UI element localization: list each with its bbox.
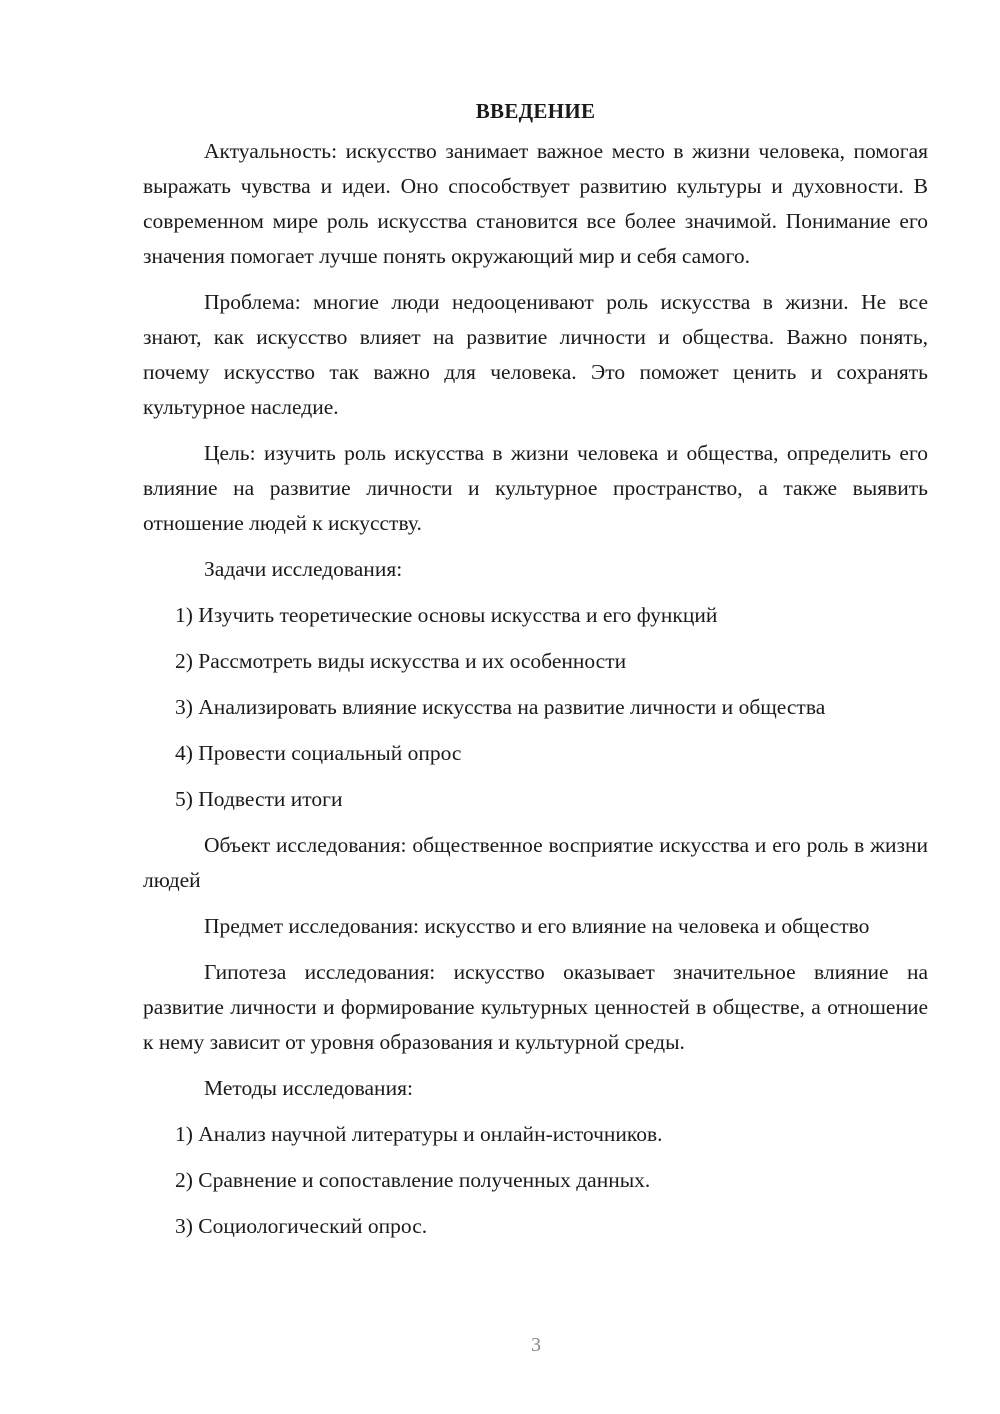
list-item: 2) Рассмотреть виды искусства и их особенности bbox=[175, 649, 627, 673]
list-item: 5) Подвести итоги bbox=[175, 787, 343, 811]
list-item: 1) Анализ научной литературы и онлайн-источников. bbox=[175, 1122, 663, 1146]
hypothesis-paragraph: Гипотеза исследования: искусство оказывает значительное влияние на развитие личности и формирование культурных ценностей в обществе, а отношение к нему зависит от уровня образования и культурной среды. bbox=[143, 960, 928, 1054]
page-title: ВВЕДЕНИЕ bbox=[475, 99, 596, 123]
methods-list bbox=[143, 1117, 928, 1244]
relevance-paragraph: Актуальность: искусство занимает важное место в жизни человека, помогая выражать чувства и идеи. Оно способствует развитию культуры и духовности. В современном мире роль искусства становится все более значимой. Понимание его значения помогает лучше понять окружающий мир и себя самого. bbox=[143, 139, 928, 268]
tasks-list bbox=[143, 598, 928, 817]
list-item: 3) Социологический опрос. bbox=[175, 1214, 428, 1238]
subject-paragraph: Предмет исследования: искусство и его влияние на человека и общество bbox=[204, 914, 870, 938]
list-item: 4) Провести социальный опрос bbox=[175, 741, 462, 765]
object-paragraph: Объект исследования: общественное восприятие искусства и его роль в жизни людей bbox=[143, 833, 928, 892]
tasks-heading: Задачи исследования: bbox=[204, 557, 403, 581]
list-item: 1) Изучить теоретические основы искусства и его функций bbox=[175, 603, 718, 627]
methods-heading: Методы исследования: bbox=[204, 1076, 413, 1100]
document-page bbox=[143, 96, 928, 1255]
problem-paragraph: Проблема: многие люди недооценивают роль искусства в жизни. Не все знают, как искусство влияет на развитие личности и общества. Важно понять, почему искусство так важно для человека. Это поможет ценить и сохранять культурное наследие. bbox=[143, 290, 928, 419]
goal-paragraph: Цель: изучить роль искусства в жизни человека и общества, определить его влияние на развитие личности и культурное пространство, а также выявить отношение людей к искусству. bbox=[143, 441, 928, 535]
page-number: 3 bbox=[531, 1334, 541, 1356]
list-item: 2) Сравнение и сопоставление полученных данных. bbox=[175, 1168, 651, 1192]
list-item: 3) Анализировать влияние искусства на развитие личности и общества bbox=[175, 695, 826, 719]
